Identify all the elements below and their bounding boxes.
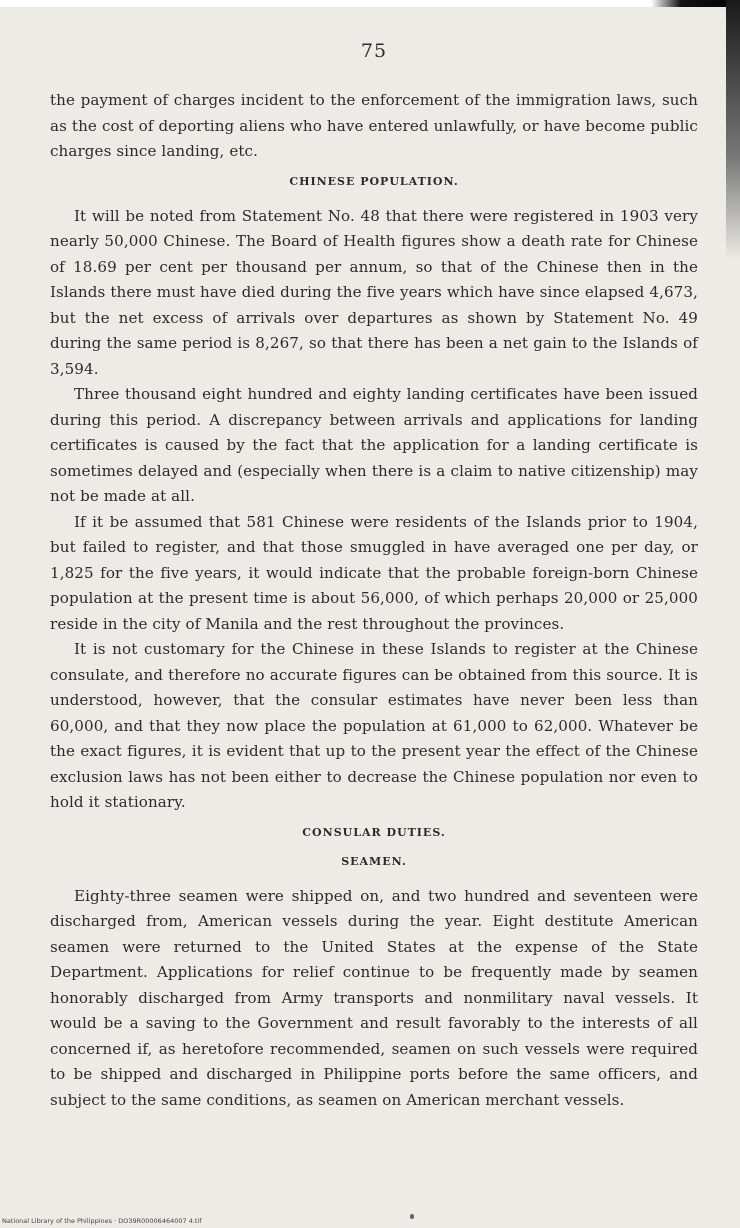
paragraph: Three thousand eight hundred and eighty landing certificates have been issued during this period. A discrepancy between arrivals and applications for landing certificates is caused by the fact that the application for a landing certificate is sometimes delayed and (especially when there is a claim to native citizenship) may not be made at all. — [50, 385, 698, 505]
scan-edge-top — [0, 0, 740, 7]
subheading-seamen: SEAMEN. — [341, 854, 407, 868]
section-heading-consular-duties: CONSULAR DUTIES. — [302, 825, 446, 839]
paragraph: It will be noted from Statement No. 48 that there were registered in 1903 very nearly 50,000 Chinese. The Board of Health figures show a death rate for Chinese of 18.69 per cent per thousand per annum, so that of the Chinese then in the Islands there must have died during the five years which have since elapsed 4,673, but the net excess of arrivals over departures as shown by Statement No. 49 during the same period is 8,267, so that there has been a net gain to the Islands of 3,594. — [50, 206, 698, 378]
intro-paragraph: the payment of charges incident to the enforcement of the immigration laws, such as the cost of deporting aliens who have entered unlawfully, or have become public charges since landing, etc. — [50, 91, 698, 160]
paragraph: Eighty-three seamen were shipped on, and two hundred and seventeen were discharged from, American vessels during the year. Eight destitute American seamen were returned to the United States at the expense of the State Department. Applications for relief continue to be frequently made by seamen honorably discharged from Army transports and nonmilitary naval vessels. It would be a saving to the Government and result favorably to the interests of all concerned if, as heretofore recommended, seamen on such vessels were required to be shipped and discharged in Philippine ports before the same officers, and subject to the same conditions, as seamen on American merchant vessels. — [50, 886, 698, 1109]
paragraph: It is not customary for the Chinese in these Islands to register at the Chinese consulate, and therefore no accurate figures can be obtained from this source. It is understood, however, that the consular estimates have never been less than 60,000, and that they now place the population at 61,000 to 62,000. Whatever be the exact figures, it is evident that up to the present year the effect of the Chinese exclusion laws has not been either to decrease the Chinese population nor even to hold it stationary. — [50, 640, 698, 811]
paragraph: If it be assumed that 581 Chinese were residents of the Islands prior to 1904, but failed to register, and that those smuggled in have averaged one per day, or 1,825 for the five years, it would indicate that the probable foreign-born Chinese population at the present time is about 56,000, of which perhaps 20,000 or 25,000 reside in the city of Manila and the rest throughout the provinces. — [50, 512, 698, 633]
scan-edge-right — [726, 0, 740, 260]
page-number: 75 — [360, 40, 388, 62]
section-heading-chinese-population: CHINESE POPULATION. — [289, 174, 459, 188]
page-content — [50, 26, 698, 1113]
scan-footer-note: National Library of the Philippines · DO39R00006464007 4.tif — [2, 1217, 202, 1225]
scan-speck — [410, 1214, 414, 1219]
